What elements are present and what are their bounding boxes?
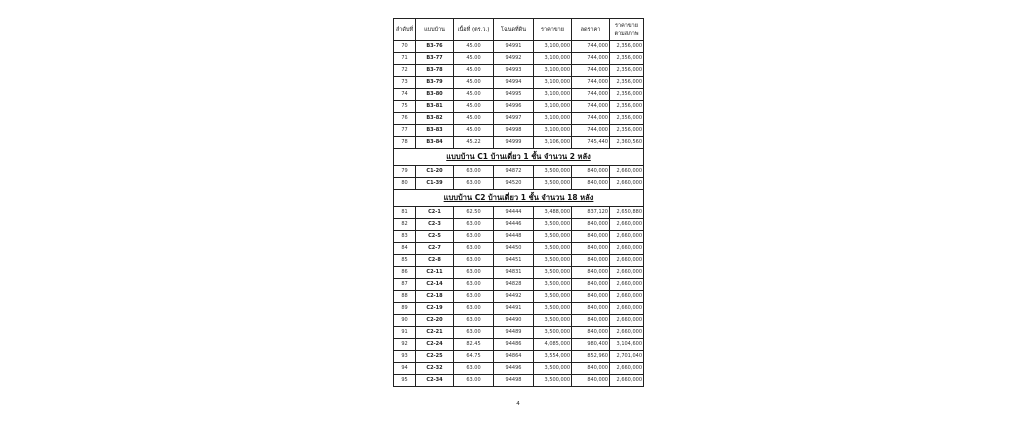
table-cell: 2,660,000 bbox=[610, 303, 644, 315]
table-cell: 840,000 bbox=[572, 255, 610, 267]
table-cell: C2-34 bbox=[416, 375, 454, 387]
table-cell: 93 bbox=[394, 351, 416, 363]
table-cell: 840,000 bbox=[572, 327, 610, 339]
table-cell: 2,660,000 bbox=[610, 375, 644, 387]
table-cell: 94831 bbox=[494, 267, 534, 279]
table-cell: C1-20 bbox=[416, 166, 454, 178]
table-body bbox=[394, 41, 644, 387]
table-cell: 94492 bbox=[494, 291, 534, 303]
table-cell: 744,000 bbox=[572, 77, 610, 89]
table-cell: 3,500,000 bbox=[534, 375, 572, 387]
page-number: 4 bbox=[516, 401, 520, 407]
table-cell: C2-19 bbox=[416, 303, 454, 315]
table-cell: 94995 bbox=[494, 89, 534, 101]
table-cell: C2-11 bbox=[416, 267, 454, 279]
table-cell: 2,660,000 bbox=[610, 327, 644, 339]
table-cell: 94498 bbox=[494, 375, 534, 387]
table-cell: 94444 bbox=[494, 207, 534, 219]
price-table bbox=[393, 18, 644, 387]
header-cell: ราคาขาย ตามสภาพ bbox=[610, 19, 644, 41]
table-row bbox=[394, 315, 644, 327]
table-cell: 94872 bbox=[494, 166, 534, 178]
table-row bbox=[394, 351, 644, 363]
table-cell: 3,500,000 bbox=[534, 166, 572, 178]
table-cell: 3,500,000 bbox=[534, 363, 572, 375]
table-row bbox=[394, 166, 644, 178]
table-cell: 2,660,000 bbox=[610, 219, 644, 231]
table-cell: 744,000 bbox=[572, 65, 610, 77]
table-cell: 94490 bbox=[494, 315, 534, 327]
table-row bbox=[394, 113, 644, 125]
table-cell: 45.00 bbox=[454, 77, 494, 89]
table-cell: C2-25 bbox=[416, 351, 454, 363]
table-cell: 2,701,040 bbox=[610, 351, 644, 363]
table-cell: 3,100,000 bbox=[534, 113, 572, 125]
table-cell: 45.00 bbox=[454, 125, 494, 137]
table-cell: 744,000 bbox=[572, 41, 610, 53]
table-header-row bbox=[394, 19, 644, 41]
table-row bbox=[394, 101, 644, 113]
table-cell: 62.50 bbox=[454, 207, 494, 219]
table-cell: 94991 bbox=[494, 41, 534, 53]
table-cell: 63.00 bbox=[454, 303, 494, 315]
table-cell: 45.00 bbox=[454, 41, 494, 53]
table-cell: 2,356,000 bbox=[610, 53, 644, 65]
table-cell: 84 bbox=[394, 243, 416, 255]
table-cell: 94489 bbox=[494, 327, 534, 339]
table-row bbox=[394, 125, 644, 137]
header-cell: แบบบ้าน bbox=[416, 19, 454, 41]
table-cell: 63.00 bbox=[454, 291, 494, 303]
table-cell: 2,660,000 bbox=[610, 243, 644, 255]
table-cell: 2,660,000 bbox=[610, 279, 644, 291]
table-cell: 72 bbox=[394, 65, 416, 77]
table-cell: 74 bbox=[394, 89, 416, 101]
table-cell: C2-3 bbox=[416, 219, 454, 231]
section-title-row bbox=[394, 149, 644, 166]
table-cell: 2,660,000 bbox=[610, 267, 644, 279]
table-cell: C2-1 bbox=[416, 207, 454, 219]
table-cell: B3-78 bbox=[416, 65, 454, 77]
table-cell: 94997 bbox=[494, 113, 534, 125]
table-cell: 94520 bbox=[494, 178, 534, 190]
table-cell: 3,488,000 bbox=[534, 207, 572, 219]
table-row bbox=[394, 375, 644, 387]
table-row bbox=[394, 267, 644, 279]
table-cell: 840,000 bbox=[572, 267, 610, 279]
table-cell: C2-20 bbox=[416, 315, 454, 327]
header-cell: ราคาขาย bbox=[534, 19, 572, 41]
table-cell: 45.00 bbox=[454, 113, 494, 125]
table-cell: 87 bbox=[394, 279, 416, 291]
table-cell: 3,100,000 bbox=[534, 125, 572, 137]
table-cell: 94450 bbox=[494, 243, 534, 255]
table-cell: 3,100,000 bbox=[534, 41, 572, 53]
table-cell: C2-21 bbox=[416, 327, 454, 339]
table-cell: 80 bbox=[394, 178, 416, 190]
table-cell: 2,360,560 bbox=[610, 137, 644, 149]
table-cell: C2-8 bbox=[416, 255, 454, 267]
table-row bbox=[394, 363, 644, 375]
table-cell: 63.00 bbox=[454, 267, 494, 279]
table-cell: 90 bbox=[394, 315, 416, 327]
table-cell: 91 bbox=[394, 327, 416, 339]
header-cell: เนื้อที่ (ตร.ว.) bbox=[454, 19, 494, 41]
table-cell: 45.00 bbox=[454, 53, 494, 65]
table-cell: 64.75 bbox=[454, 351, 494, 363]
table-row bbox=[394, 219, 644, 231]
document-page bbox=[393, 18, 643, 407]
table-cell: C2-14 bbox=[416, 279, 454, 291]
table-cell: C2-32 bbox=[416, 363, 454, 375]
table-cell: B3-79 bbox=[416, 77, 454, 89]
table-cell: 840,000 bbox=[572, 303, 610, 315]
table-cell: 2,356,000 bbox=[610, 125, 644, 137]
table-cell: 94864 bbox=[494, 351, 534, 363]
table-cell: 744,000 bbox=[572, 113, 610, 125]
table-row bbox=[394, 41, 644, 53]
table-cell: 2,356,000 bbox=[610, 77, 644, 89]
table-cell: 76 bbox=[394, 113, 416, 125]
table-row bbox=[394, 255, 644, 267]
table-cell: C2-24 bbox=[416, 339, 454, 351]
table-cell: 94993 bbox=[494, 65, 534, 77]
table-cell: 837,120 bbox=[572, 207, 610, 219]
table-cell: 744,000 bbox=[572, 101, 610, 113]
table-cell: 840,000 bbox=[572, 178, 610, 190]
table-cell: 83 bbox=[394, 231, 416, 243]
table-cell: 94996 bbox=[494, 101, 534, 113]
table-cell: 95 bbox=[394, 375, 416, 387]
table-cell: 840,000 bbox=[572, 363, 610, 375]
table-cell: 94998 bbox=[494, 125, 534, 137]
table-cell: 2,356,000 bbox=[610, 113, 644, 125]
table-cell: 94999 bbox=[494, 137, 534, 149]
table-row bbox=[394, 137, 644, 149]
table-cell: 63.00 bbox=[454, 375, 494, 387]
table-cell: 3,500,000 bbox=[534, 279, 572, 291]
table-row bbox=[394, 77, 644, 89]
table-cell: 94994 bbox=[494, 77, 534, 89]
table-cell: 82.45 bbox=[454, 339, 494, 351]
table-cell: 94451 bbox=[494, 255, 534, 267]
table-cell: 79 bbox=[394, 166, 416, 178]
table-cell: 2,660,000 bbox=[610, 291, 644, 303]
table-cell: 94491 bbox=[494, 303, 534, 315]
table-cell: 3,500,000 bbox=[534, 291, 572, 303]
table-cell: 2,660,000 bbox=[610, 315, 644, 327]
table-cell: 63.00 bbox=[454, 243, 494, 255]
table-cell: 2,660,000 bbox=[610, 231, 644, 243]
table-cell: 77 bbox=[394, 125, 416, 137]
table-cell: 840,000 bbox=[572, 243, 610, 255]
table-cell: 75 bbox=[394, 101, 416, 113]
table-cell: 2,356,000 bbox=[610, 41, 644, 53]
table-cell: 78 bbox=[394, 137, 416, 149]
table-cell: 86 bbox=[394, 267, 416, 279]
table-cell: 94828 bbox=[494, 279, 534, 291]
table-cell: 94 bbox=[394, 363, 416, 375]
table-cell: 3,500,000 bbox=[534, 315, 572, 327]
header-cell: ลดราคา bbox=[572, 19, 610, 41]
table-cell: 3,500,000 bbox=[534, 255, 572, 267]
table-cell: 744,000 bbox=[572, 125, 610, 137]
table-cell: 3,500,000 bbox=[534, 219, 572, 231]
table-cell: 63.00 bbox=[454, 279, 494, 291]
table-cell: 63.00 bbox=[454, 363, 494, 375]
table-cell: 3,500,000 bbox=[534, 303, 572, 315]
table-row bbox=[394, 303, 644, 315]
table-cell: 63.00 bbox=[454, 315, 494, 327]
table-cell: 3,554,000 bbox=[534, 351, 572, 363]
header-cell: ลำดับที่ bbox=[394, 19, 416, 41]
table-cell: 3,500,000 bbox=[534, 327, 572, 339]
table-cell: 70 bbox=[394, 41, 416, 53]
table-cell: 45.00 bbox=[454, 101, 494, 113]
table-row bbox=[394, 178, 644, 190]
table-cell: 63.00 bbox=[454, 219, 494, 231]
table-cell: C2-18 bbox=[416, 291, 454, 303]
table-cell: 81 bbox=[394, 207, 416, 219]
table-cell: 3,500,000 bbox=[534, 243, 572, 255]
table-row bbox=[394, 207, 644, 219]
table-cell: 45.22 bbox=[454, 137, 494, 149]
table-cell: 3,100,000 bbox=[534, 77, 572, 89]
table-cell: B3-77 bbox=[416, 53, 454, 65]
table-cell: 63.00 bbox=[454, 255, 494, 267]
table-cell: 3,100,000 bbox=[534, 65, 572, 77]
table-cell: 71 bbox=[394, 53, 416, 65]
table-cell: 94992 bbox=[494, 53, 534, 65]
table-cell: B3-76 bbox=[416, 41, 454, 53]
section-title: แบบบ้าน C2 บ้านเดี่ยว 1 ชั้น จำนวน 18 หลัง bbox=[394, 190, 644, 207]
table-cell: 2,660,000 bbox=[610, 178, 644, 190]
table-cell: C2-5 bbox=[416, 231, 454, 243]
table-cell: 89 bbox=[394, 303, 416, 315]
table-cell: 63.00 bbox=[454, 166, 494, 178]
table-cell: 840,000 bbox=[572, 375, 610, 387]
table-row bbox=[394, 53, 644, 65]
header-cell: โฉนดที่ดิน bbox=[494, 19, 534, 41]
table-cell: 2,660,000 bbox=[610, 166, 644, 178]
table-cell: 744,000 bbox=[572, 89, 610, 101]
table-cell: 2,356,000 bbox=[610, 65, 644, 77]
table-cell: 94448 bbox=[494, 231, 534, 243]
table-cell: 45.00 bbox=[454, 65, 494, 77]
table-cell: 2,356,000 bbox=[610, 101, 644, 113]
section-title: แบบบ้าน C1 บ้านเดี่ยว 1 ชั้น จำนวน 2 หลัง bbox=[394, 149, 644, 166]
table-cell: 94446 bbox=[494, 219, 534, 231]
table-cell: 2,650,880 bbox=[610, 207, 644, 219]
table-row bbox=[394, 65, 644, 77]
table-cell: C2-7 bbox=[416, 243, 454, 255]
table-cell: B3-82 bbox=[416, 113, 454, 125]
section-title-row bbox=[394, 190, 644, 207]
table-cell: 88 bbox=[394, 291, 416, 303]
table-cell: 94486 bbox=[494, 339, 534, 351]
table-cell: 94496 bbox=[494, 363, 534, 375]
table-row bbox=[394, 327, 644, 339]
table-cell: 3,104,600 bbox=[610, 339, 644, 351]
table-cell: 3,500,000 bbox=[534, 231, 572, 243]
table-cell: 45.00 bbox=[454, 89, 494, 101]
table-cell: 3,500,000 bbox=[534, 178, 572, 190]
table-cell: 85 bbox=[394, 255, 416, 267]
table-cell: 2,660,000 bbox=[610, 363, 644, 375]
table-cell: 3,100,000 bbox=[534, 53, 572, 65]
table-cell: 745,440 bbox=[572, 137, 610, 149]
table-row bbox=[394, 89, 644, 101]
table-cell: C1-39 bbox=[416, 178, 454, 190]
table-cell: 852,960 bbox=[572, 351, 610, 363]
table-cell: B3-84 bbox=[416, 137, 454, 149]
table-cell: 840,000 bbox=[572, 279, 610, 291]
table-cell: B3-80 bbox=[416, 89, 454, 101]
table-cell: 2,660,000 bbox=[610, 255, 644, 267]
table-cell: 63.00 bbox=[454, 327, 494, 339]
table-cell: 82 bbox=[394, 219, 416, 231]
table-row bbox=[394, 243, 644, 255]
table-row bbox=[394, 231, 644, 243]
table-cell: 840,000 bbox=[572, 315, 610, 327]
table-row bbox=[394, 291, 644, 303]
table-cell: 840,000 bbox=[572, 231, 610, 243]
table-row bbox=[394, 279, 644, 291]
table-cell: 63.00 bbox=[454, 231, 494, 243]
table-cell: 3,100,000 bbox=[534, 89, 572, 101]
table-cell: 3,100,000 bbox=[534, 101, 572, 113]
table-cell: B3-83 bbox=[416, 125, 454, 137]
table-cell: 3,106,000 bbox=[534, 137, 572, 149]
table-cell: 4,085,000 bbox=[534, 339, 572, 351]
table-cell: 840,000 bbox=[572, 291, 610, 303]
table-cell: 3,500,000 bbox=[534, 267, 572, 279]
table-row bbox=[394, 339, 644, 351]
table-cell: 63.00 bbox=[454, 178, 494, 190]
table-cell: 840,000 bbox=[572, 219, 610, 231]
table-cell: 92 bbox=[394, 339, 416, 351]
table-cell: 73 bbox=[394, 77, 416, 89]
table-cell: B3-81 bbox=[416, 101, 454, 113]
table-cell: 840,000 bbox=[572, 166, 610, 178]
table-cell: 2,356,000 bbox=[610, 89, 644, 101]
table-cell: 744,000 bbox=[572, 53, 610, 65]
table-cell: 980,400 bbox=[572, 339, 610, 351]
